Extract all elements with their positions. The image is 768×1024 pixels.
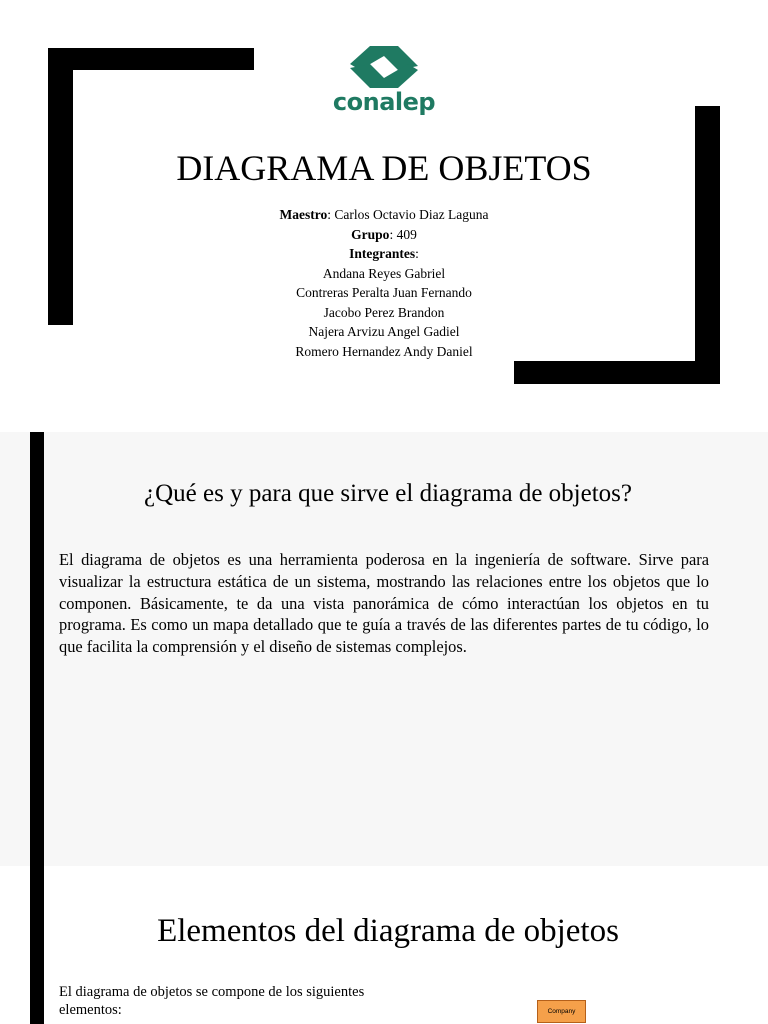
conalep-logo (328, 44, 440, 124)
members-line (0, 244, 768, 264)
teacher-line (0, 205, 768, 225)
group-line (0, 225, 768, 245)
section-title: Elementos del diagrama de objetos (157, 913, 619, 949)
conalep-logo-icon (348, 44, 420, 90)
member-name: Andana Reyes Gabriel (322, 265, 446, 281)
members-label: Integrantes (349, 246, 416, 261)
elements-slide (0, 866, 768, 1024)
cover-slide (0, 0, 768, 432)
document-title: DIAGRAMA DE OBJETOS (176, 148, 592, 188)
members-suffix: : (415, 246, 419, 261)
frame-top-left-horizontal (48, 48, 254, 70)
section-body: El diagrama de objetos es una herramienta poderosa en la ingeniería de software. Sirve para visualizar la estructura estática de un sistema, mostrando las relaciones entre los objetos que lo componen. Básicamente, te da una vista panorámica de cómo interactúan los objetos en tu programa. Es como un mapa detallado que te guía a través de las diferentes partes de tu código, lo que facilita la comprensión y el diseño de sistemas complejos. (59, 550, 709, 657)
logo-wordmark: conalep (332, 88, 436, 116)
teacher-name: : Carlos Octavio Diaz Laguna (327, 207, 489, 222)
cover-details (0, 205, 768, 361)
member-name: Contreras Peralta Juan Fernando (296, 285, 472, 300)
teacher-label: Maestro (279, 207, 328, 222)
section-title: ¿Qué es y para que sirve el diagrama de objetos? (144, 480, 632, 507)
group-value: : 409 (389, 226, 417, 242)
object-diagram-box: Company (537, 1000, 586, 1023)
group-label: Grupo (351, 226, 390, 242)
member-name: Najera Arvizu Angel Gadiel (308, 324, 460, 339)
definition-slide (0, 432, 768, 866)
member-name: Jacobo Perez Brandon (323, 304, 445, 320)
member-name: Romero Hernandez Andy Daniel (295, 343, 473, 359)
frame-bottom-right-horizontal (514, 361, 720, 384)
section-body: El diagrama de objetos se compone de los siguientes elementos: (59, 984, 365, 1018)
